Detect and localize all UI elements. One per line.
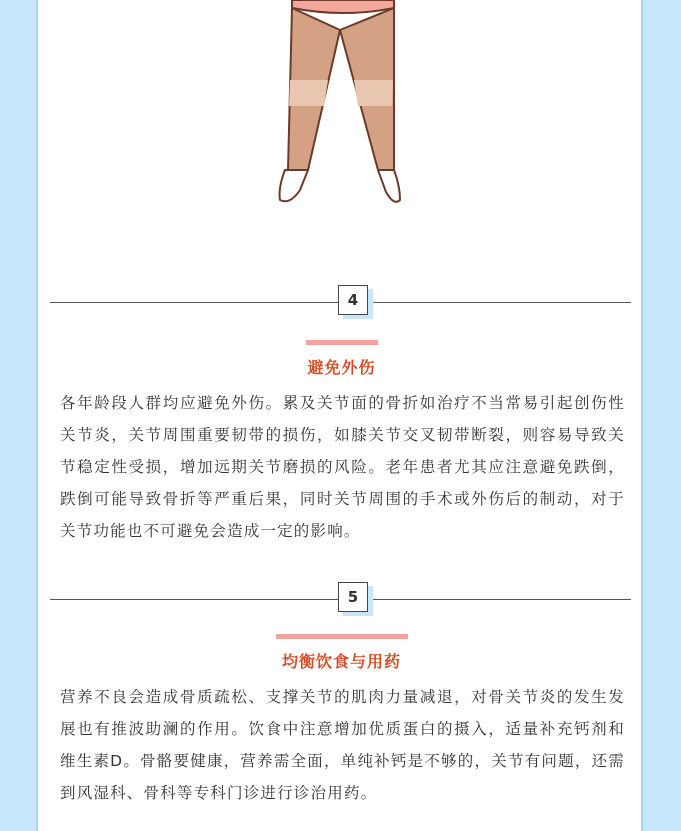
child-legs-illustration <box>38 0 645 230</box>
right-knee-band <box>354 80 393 106</box>
heading-accent-bar <box>306 340 378 345</box>
shirt-hem <box>292 0 394 13</box>
section-5-body: 营养不良会造成骨质疏松、支撑关节的肌肉力量减退，对骨关节炎的发生发展也有推波助澜的作用。饮食中注意增加优质蛋白的摄入，适量补充钙剂和维生素D。骨骼要健康，营养需全面，单纯补钙是不够的，关节有问题，还需到风湿科、骨科等专科门诊进行诊治用药。 <box>60 688 625 802</box>
section-heading: 均衡饮食与用药 <box>281 652 401 671</box>
section-4-heading-block <box>38 340 645 378</box>
right-foot <box>378 170 400 202</box>
heading-accent-bar <box>276 634 408 639</box>
left-knee-band <box>289 80 328 106</box>
section-4-body: 各年龄段人群均应避免外伤。累及关节面的骨折如治疗不当常易引起创伤性关节炎，关节周围重要韧带的损伤，如膝关节交叉韧带断裂，则容易导致关节稳定性受损，增加远期关节磨损的风险。老年患者尤其应注意避免跌倒，跌倒可能导致骨折等严重后果，同时关节周围的手术或外伤后的制动，对于关节功能也不可避免会造成一定的影响。 <box>60 394 625 540</box>
section-5-heading-block <box>38 634 645 672</box>
article-card <box>36 0 643 831</box>
section-number-badge: 5 <box>338 582 368 612</box>
section-4-divider <box>50 285 631 321</box>
section-heading: 避免外伤 <box>307 358 376 377</box>
left-foot <box>280 170 308 201</box>
section-5-divider <box>50 582 631 618</box>
section-number-badge: 4 <box>338 285 368 315</box>
